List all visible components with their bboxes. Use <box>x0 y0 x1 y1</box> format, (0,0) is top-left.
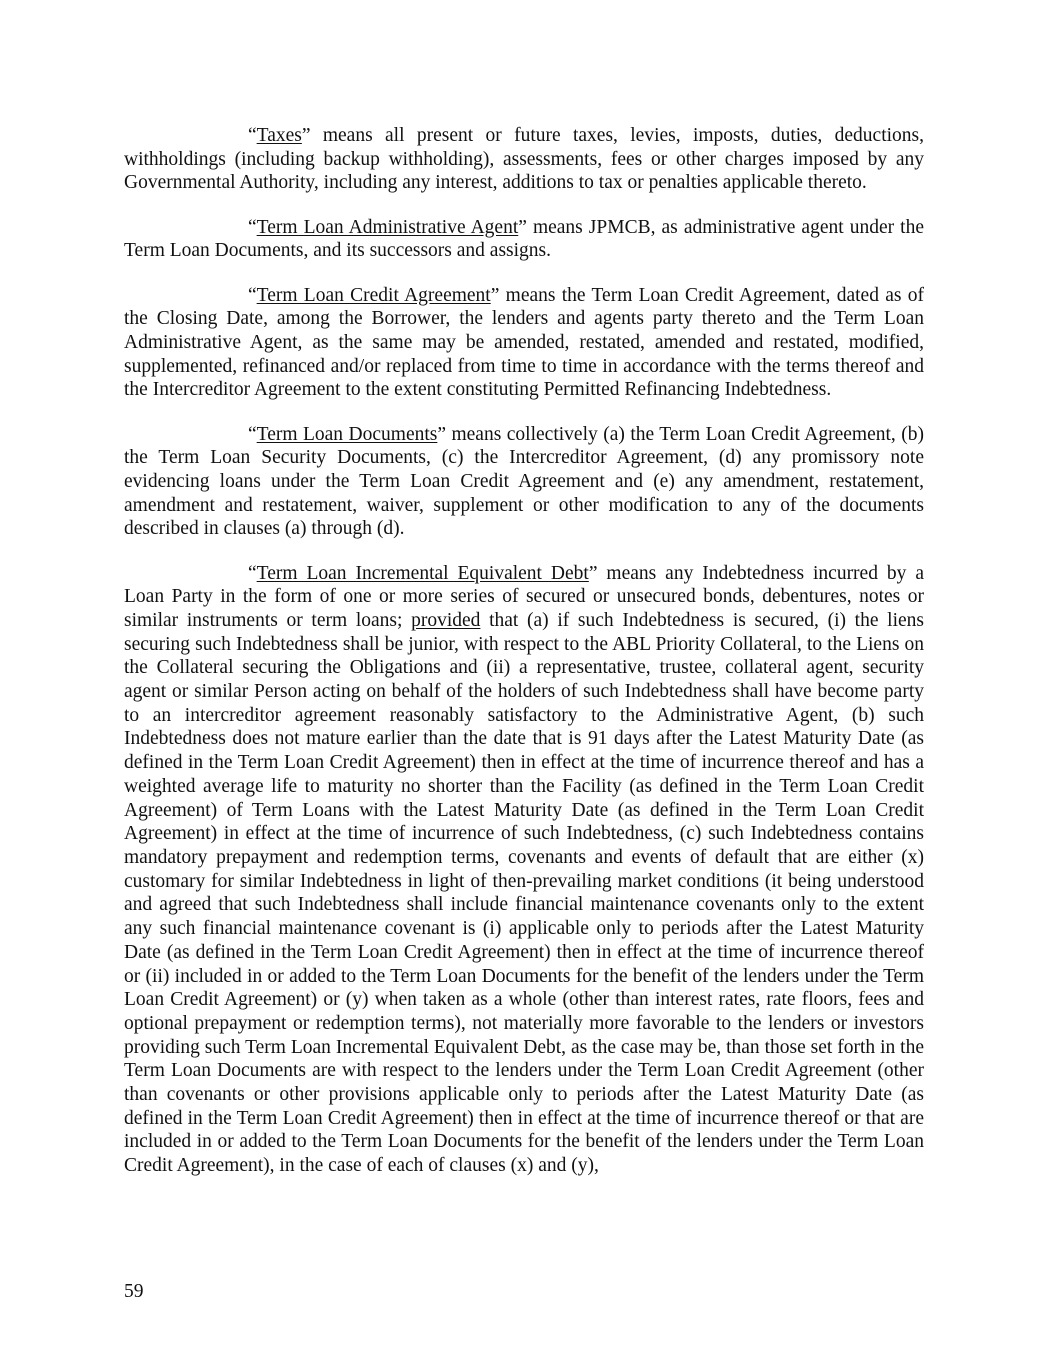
defined-term: Term Loan Administrative Agent <box>256 216 519 238</box>
provided-emphasis: provided <box>411 609 481 631</box>
definition-body-part-2: that (a) if such Indebtedness is secured, (i) the liens securing such Indebtedness shall be junior, with respect to the ABL Priority Collateral, to the Liens on the Collateral securing the Obligations and (ii) a representative, trustee, collateral agent, security agent or similar Person acting on behalf of the holders of such Indebtedness shall have become party to an intercreditor agreement reasonably satisfactory to the Administrative Agent, (b) such Indebtedness does not mature earlier than the date that is 91 days after the Latest Maturity Date (as defined in the Term Loan Credit Agreement) then in effect at the time of incurrence thereof and has a weighted average life to maturity no shorter than the Facility (as defined in the Term Loan Credit Agreement) of Term Loans with the Latest Maturity Date (as defined in the Term Loan Credit Agreement) in effect at the time of incurrence of such Indebtedness, (c) such Indebtedness contains mandatory prepayment and redemption terms, covenants and events of default that are either (x) customary for similar Indebtedness in light of then-prevailing market conditions (it being understood and agreed that such Indebtedness shall include financial maintenance covenants only to the extent any such financial maintenance covenant is (i) applicable only to periods after the Latest Maturity Date (as defined in the Term Loan Credit Agreement) then in effect at the time of incurrence thereof or (ii) included in or added to the Term Loan Documents for the benefit of the lenders under the Term Loan Credit Agreement) or (y) when taken as a whole (other than interest rates, rate floors, fees and optional prepayment or redemption terms), not materially more favorable to the lenders or investors providing such Term Loan Incremental Equivalent Debt, as the case may be, than those set forth in the Term Loan Documents are with respect to the lenders under the Term Loan Credit Agreement (other than covenants or other provisions applicable only to periods after the Latest Maturity Date (as defined in the Term Loan Credit Agreement) then in effect at the time of incurrence thereof or that are included in or added to the Term Loan Documents for the benefit of the lenders under the Term Loan Credit Agreement), in the case of each of clauses (x) and (y), <box>124 609 924 1177</box>
definition-taxes <box>124 124 924 195</box>
document-page <box>124 124 924 1178</box>
page-number: 59 <box>124 1281 144 1302</box>
definition-term-loan-credit-agreement <box>124 284 924 403</box>
open-quote: “ <box>248 562 257 584</box>
open-quote: “ <box>248 423 257 445</box>
open-quote: “ <box>248 284 257 306</box>
definition-body: ” means collectively (a) the Term Loan Credit Agreement, (b) the Term Loan Security Documents, (c) the Intercreditor Agreement, (d) any promissory note evidencing loans under the Term Loan Credit Agreement and (e) any amendment, restatement, amendment and restatement, waiver, supplement or other modification to any of the documents described in clauses (a) through (d). <box>124 423 924 540</box>
open-quote: “ <box>248 216 257 238</box>
definition-term-loan-incremental-equivalent-debt <box>124 562 924 1178</box>
definition-term-loan-documents <box>124 423 924 542</box>
defined-term: Term Loan Incremental Equivalent Debt <box>256 562 589 584</box>
definition-body-part-1: ” means any Indebtedness incurred by a Loan Party in the form of one or more series of secured or unsecured bonds, debentures, notes or similar instruments or term loans; <box>124 562 924 631</box>
definition-term-loan-administrative-agent <box>124 216 924 263</box>
defined-term: Term Loan Credit Agreement <box>256 284 491 306</box>
open-quote: “ <box>248 125 257 146</box>
definition-body: ” means all present or future taxes, levies, imposts, duties, deductions, withholdings (including backup withholding), assessments, fees or other charges imposed by any Governmental Authority, including any interest, additions to tax or penalties applicable thereto. <box>124 125 924 194</box>
defined-term: Term Loan Documents <box>256 423 438 445</box>
defined-term: Taxes <box>256 125 302 146</box>
definition-body: ” means JPMCB, as administrative agent under the Term Loan Documents, and its successors and assigns. <box>124 216 924 262</box>
definition-body: ” means the Term Loan Credit Agreement, dated as of the Closing Date, among the Borrower, the lenders and agents party thereto and the Term Loan Administrative Agent, as the same may be amended, restated, amended and restated, modified, supplemented, refinanced and/or replaced from time to time in accordance with the terms thereof and the Intercreditor Agreement to the extent constituting Permitted Refinancing Indebtedness. <box>124 284 924 401</box>
